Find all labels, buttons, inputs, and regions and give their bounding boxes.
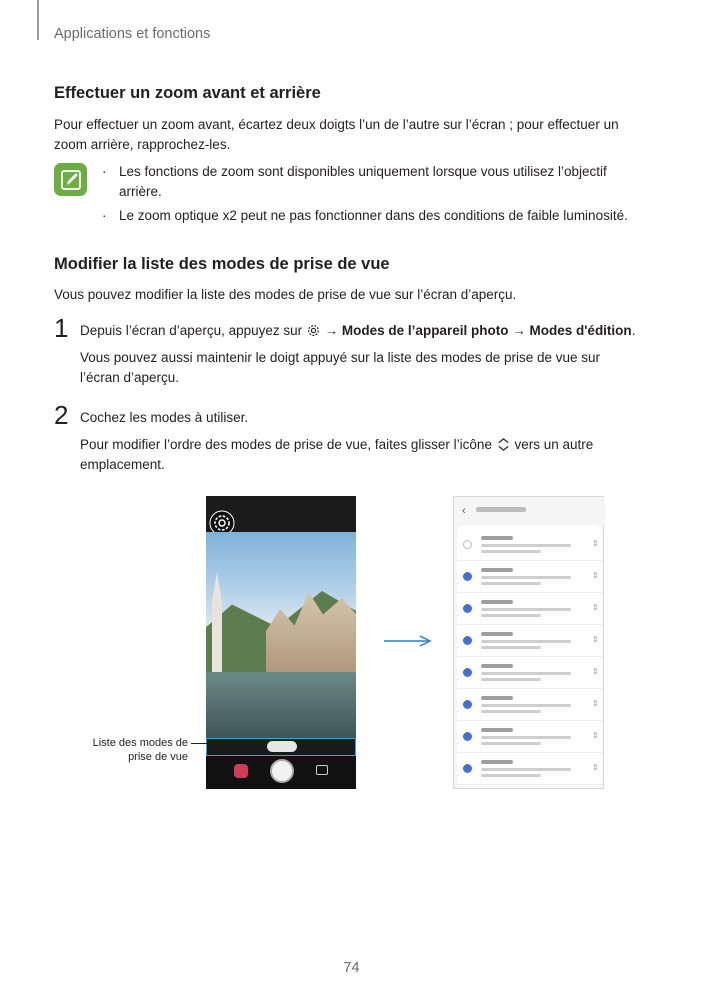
text-line-placeholder bbox=[481, 544, 571, 547]
mode-row bbox=[457, 529, 602, 561]
step-2-text: Cochez les modes à utiliser. bbox=[80, 410, 249, 425]
switch-camera-icon bbox=[316, 765, 328, 775]
shutter-button bbox=[270, 759, 294, 783]
zoom-body: Pour effectuer un zoom avant, écartez deux doigts l’un de l’autre sur l’écran ; pour effectuer un zoom arrière, rapprochez-les. bbox=[54, 117, 619, 152]
camera-preview-screenshot bbox=[206, 496, 356, 789]
text-line-placeholder bbox=[481, 568, 513, 572]
text-line-placeholder bbox=[481, 710, 541, 713]
checked-checkbox-icon bbox=[463, 732, 472, 741]
header-rule bbox=[37, 0, 39, 40]
step-2-number: 2 bbox=[54, 400, 69, 430]
note-2: Le zoom optique x2 peut ne pas fonctionner dans des conditions de faible luminosité. bbox=[119, 208, 628, 223]
step-1-number: 1 bbox=[54, 313, 69, 343]
step-1-link-camera-modes: Modes de l’appareil photo bbox=[341, 323, 509, 338]
step-1-suffix: . bbox=[631, 323, 636, 338]
text-line-placeholder bbox=[481, 600, 513, 604]
text-line-placeholder bbox=[481, 664, 513, 668]
checked-checkbox-icon bbox=[463, 764, 472, 773]
note-pencil-icon bbox=[54, 163, 87, 196]
edit-modes-screenshot bbox=[453, 496, 604, 789]
text-line-placeholder bbox=[481, 536, 513, 540]
mode-row bbox=[457, 625, 602, 657]
checked-checkbox-icon bbox=[463, 572, 472, 581]
mode-row bbox=[457, 561, 602, 593]
text-line-placeholder bbox=[481, 550, 541, 553]
text-line-placeholder bbox=[481, 742, 541, 745]
text-line-placeholder bbox=[481, 632, 513, 636]
callout-leader-line bbox=[191, 743, 207, 744]
edit-modes-title-placeholder bbox=[476, 507, 526, 512]
checked-checkbox-icon bbox=[463, 668, 472, 677]
step-1-text bbox=[80, 321, 660, 341]
text-line-placeholder bbox=[481, 614, 541, 617]
mode-list-callout: Liste des modes de prise de vue bbox=[92, 737, 188, 763]
checked-checkbox-icon bbox=[463, 604, 472, 613]
reorder-handle-icon bbox=[496, 437, 511, 452]
edit-modes-list bbox=[457, 525, 602, 787]
page-number: 74 bbox=[343, 960, 360, 976]
note-1: Les fonctions de zoom sont disponibles uniquement lorsque vous utilisez l’objectif arrière. bbox=[119, 164, 607, 199]
camera-bottom-bar bbox=[206, 756, 356, 789]
text-line-placeholder bbox=[481, 640, 571, 643]
text-line-placeholder bbox=[481, 774, 541, 777]
text-line-placeholder bbox=[481, 704, 571, 707]
scene-church bbox=[212, 572, 222, 672]
zoom-title: Effectuer un zoom avant et arrière bbox=[54, 84, 321, 102]
unchecked-checkbox-icon bbox=[463, 540, 472, 549]
step-1-prefix: Depuis l’écran d’aperçu, appuyez sur bbox=[80, 323, 303, 338]
mode-row bbox=[457, 753, 602, 785]
mode-row bbox=[457, 689, 602, 721]
scene-lake bbox=[206, 672, 356, 738]
text-line-placeholder bbox=[481, 760, 513, 764]
back-chevron-icon: ‹ bbox=[462, 505, 466, 517]
step-2-detail-before: Pour modifier l’ordre des modes de prise de vue, faites glisser l’icône bbox=[80, 437, 492, 452]
reorder-handle-icon: ⇕ bbox=[592, 539, 599, 548]
reorder-handle-icon: ⇕ bbox=[592, 571, 599, 580]
step-2-detail bbox=[80, 435, 600, 475]
step-2-detail-after: vers un autre emplacement. bbox=[80, 437, 594, 472]
edit-modes-header bbox=[454, 497, 605, 525]
camera-viewfinder bbox=[206, 532, 356, 738]
reorder-handle-icon: ⇕ bbox=[592, 699, 599, 708]
reorder-handle-icon: ⇕ bbox=[592, 603, 599, 612]
right-arrow-icon bbox=[384, 634, 432, 648]
checked-checkbox-icon bbox=[463, 636, 472, 645]
bixby-vision-icon bbox=[234, 764, 248, 778]
text-line-placeholder bbox=[481, 696, 513, 700]
shooting-mode-list bbox=[206, 738, 356, 756]
step-1-arrow-1: → bbox=[324, 323, 339, 338]
reorder-handle-icon: ⇕ bbox=[592, 667, 599, 676]
section-header: Applications et fonctions bbox=[54, 26, 211, 42]
note-bullet: · bbox=[102, 164, 107, 179]
text-line-placeholder bbox=[481, 608, 571, 611]
mode-row bbox=[457, 657, 602, 689]
step-1-link-edit-modes: Modes d'édition bbox=[529, 323, 632, 338]
text-line-placeholder bbox=[481, 768, 571, 771]
note-bullet: · bbox=[102, 208, 107, 223]
step-1-detail: Vous pouvez aussi maintenir le doigt appuyé sur la liste des modes de prise de vue sur l’écran d’aperçu. bbox=[80, 350, 601, 385]
mode-row bbox=[457, 593, 602, 625]
checked-checkbox-icon bbox=[463, 700, 472, 709]
text-line-placeholder bbox=[481, 736, 571, 739]
settings-gear-icon bbox=[306, 323, 321, 338]
text-line-placeholder bbox=[481, 672, 571, 675]
reorder-handle-icon: ⇕ bbox=[592, 635, 599, 644]
step-1-arrow-2: → bbox=[512, 323, 526, 338]
text-line-placeholder bbox=[481, 646, 541, 649]
text-line-placeholder bbox=[481, 678, 541, 681]
modes-intro: Vous pouvez modifier la liste des modes de prise de vue sur l’écran d’aperçu. bbox=[54, 287, 517, 302]
reorder-handle-icon: ⇕ bbox=[592, 763, 599, 772]
text-line-placeholder bbox=[481, 728, 513, 732]
reorder-handle-icon: ⇕ bbox=[592, 731, 599, 740]
text-line-placeholder bbox=[481, 576, 571, 579]
text-line-placeholder bbox=[481, 582, 541, 585]
mode-row bbox=[457, 721, 602, 753]
selected-mode-pill bbox=[267, 741, 297, 752]
modes-title: Modifier la liste des modes de prise de vue bbox=[54, 255, 390, 273]
